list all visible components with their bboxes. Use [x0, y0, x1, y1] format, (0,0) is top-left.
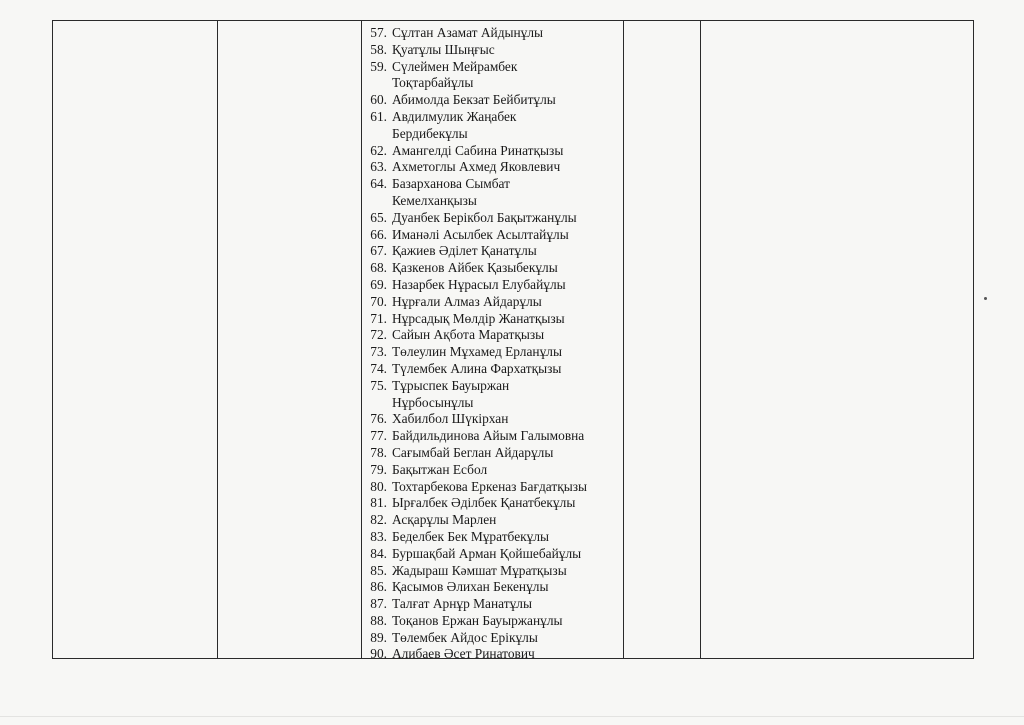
- list-item-name: Асқарұлы Марлен: [392, 512, 497, 528]
- list-item: [365, 361, 627, 378]
- list-item: [365, 462, 627, 479]
- list-item: [365, 445, 627, 462]
- list-item: [365, 512, 627, 529]
- column-divider-2: [361, 21, 362, 658]
- list-item-name: Қасымов Әлихан Бекенұлы: [392, 579, 549, 595]
- list-item-number: 66.: [370, 226, 387, 242]
- list-item: [365, 646, 627, 663]
- list-item: [365, 395, 627, 412]
- list-item-number: 90.: [370, 646, 387, 662]
- list-item: [365, 479, 627, 496]
- list-item: [365, 613, 627, 630]
- list-item-number: 68.: [370, 260, 387, 276]
- list-item-name: Байдильдинова Айым Галымовна: [392, 428, 585, 444]
- list-item-name: Абимолда Бекзат Бейбитұлы: [392, 92, 556, 108]
- list-item-name: Талғат Арнұр Манатұлы: [392, 596, 532, 612]
- list-item-number: 65.: [370, 209, 387, 225]
- table-frame: [52, 20, 974, 662]
- list-item-number: 85.: [370, 562, 387, 578]
- list-item-number: 73.: [370, 344, 387, 360]
- list-item: [365, 529, 627, 546]
- list-item: [365, 143, 627, 160]
- list-item-number: 74.: [370, 360, 387, 376]
- list-item-number: 71.: [370, 310, 387, 326]
- list-item: [365, 294, 627, 311]
- list-item-name: Тұрыспек Бауыржан: [392, 377, 510, 393]
- list-item-name: Төлембек Айдос Ерікұлы: [392, 629, 538, 645]
- list-item-number: 89.: [370, 629, 387, 645]
- list-item: [365, 109, 627, 126]
- list-item: [365, 327, 627, 344]
- list-item-name: Авдилмулик Жаңабек: [392, 108, 517, 124]
- list-item-name: Нұрбосынұлы: [392, 394, 474, 410]
- list-item: [365, 243, 627, 260]
- list-item-name: Қуатұлы Шыңғыс: [392, 41, 495, 57]
- list-item: [365, 25, 627, 42]
- list-item-name: Сайын Ақбота Маратқызы: [392, 327, 545, 343]
- list-item-name: Нұрғали Алмаз Айдарұлы: [392, 293, 542, 309]
- list-item-number: 75.: [370, 377, 387, 393]
- list-item-name: Ырғалбек Әділбек Қанатбекұлы: [392, 495, 576, 511]
- list-item-name: Бердибекұлы: [392, 125, 468, 141]
- list-item-name: Сұлтан Азамат Айдынұлы: [392, 25, 544, 40]
- list-item-number: 67.: [370, 243, 387, 259]
- list-item-number: 82.: [370, 512, 387, 528]
- list-item-number: 79.: [370, 461, 387, 477]
- list-item-name: Хабилбол Шүкірхан: [392, 411, 509, 427]
- list-item-number: 83.: [370, 528, 387, 544]
- list-item-name: Түлембек Алина Фархатқызы: [392, 360, 562, 376]
- list-item: [365, 42, 627, 59]
- list-item: [365, 428, 627, 445]
- list-item-number: 72.: [370, 327, 387, 343]
- list-item-number: 77.: [370, 428, 387, 444]
- list-item: [365, 92, 627, 109]
- list-item-number: 61.: [370, 108, 387, 124]
- list-item-number: 88.: [370, 612, 387, 628]
- list-item-number: [365, 126, 387, 143]
- list-item-name: Амангелді Сабина Ринатқызы: [392, 142, 564, 158]
- list-item-name: Жадыраш Кәмшат Мұратқызы: [392, 562, 567, 578]
- list-item-number: [365, 395, 387, 412]
- list-item-number: 58.: [370, 41, 387, 57]
- list-item: [365, 193, 627, 210]
- list-item-name: Дуанбек Берікбол Бақытжанұлы: [392, 209, 577, 225]
- list-item-name: Беделбек Бек Мұратбекұлы: [392, 528, 550, 544]
- list-item-name: Кемелханқызы: [392, 192, 477, 208]
- list-item-name: Тохтарбекова Еркеназ Бағдатқызы: [392, 478, 587, 494]
- list-item: [365, 59, 627, 76]
- list-item-number: 76.: [370, 411, 387, 427]
- column-divider-4: [700, 21, 701, 658]
- list-item: [365, 596, 627, 613]
- list-item: [365, 411, 627, 428]
- list-item: [365, 159, 627, 176]
- list-item-name: Иманәлі Асылбек Асылтайұлы: [392, 226, 569, 242]
- list-item-name: Бақытжан Есбол: [392, 461, 488, 477]
- list-item: [365, 277, 627, 294]
- list-item: [365, 563, 627, 580]
- list-item-number: 84.: [370, 545, 387, 561]
- scan-edge-line: [0, 716, 1024, 717]
- list-item-number: 86.: [370, 579, 387, 595]
- list-item: [365, 546, 627, 563]
- list-item-name: Сүлеймен Мейрамбек: [392, 58, 518, 74]
- list-item-number: 70.: [370, 293, 387, 309]
- list-item: [365, 495, 627, 512]
- list-item-name: Тоқтарбайұлы: [392, 75, 474, 91]
- list-item-name: Нұрсадық Мөлдір Жанатқызы: [392, 310, 565, 326]
- scan-speck: [984, 297, 987, 300]
- list-item: [365, 260, 627, 277]
- list-item-number: 63.: [370, 159, 387, 175]
- list-item-number: 59.: [370, 58, 387, 74]
- list-item-name: Сағымбай Беглан Айдарұлы: [392, 444, 554, 460]
- column-divider-1: [217, 21, 218, 658]
- list-item-number: 64.: [370, 176, 387, 192]
- list-item-name: Төлеулин Мұхамед Ерланұлы: [392, 344, 562, 360]
- list-item-number: 57.: [370, 25, 387, 40]
- list-item-name: Базарханова Сымбат: [392, 176, 510, 192]
- list-item-name: Назарбек Нұрасыл Елубайұлы: [392, 276, 566, 292]
- list-item-name: Ахметоглы Ахмед Яковлевич: [392, 159, 561, 175]
- list-item-name: Қажиев Әділет Қанатұлы: [392, 243, 537, 259]
- list-item-number: 62.: [370, 142, 387, 158]
- list-item: [365, 126, 627, 143]
- list-item-name: Буршақбай Арман Қойшебайұлы: [392, 545, 582, 561]
- student-name-list: [365, 25, 627, 663]
- list-item: [365, 378, 627, 395]
- list-item: [365, 344, 627, 361]
- list-item-number: 69.: [370, 276, 387, 292]
- list-item-number: 81.: [370, 495, 387, 511]
- list-item: [365, 227, 627, 244]
- list-item-number: 87.: [370, 596, 387, 612]
- list-item-number: 60.: [370, 92, 387, 108]
- list-item-name: Тоқанов Ержан Бауыржанұлы: [392, 612, 563, 628]
- list-item: [365, 579, 627, 596]
- list-item-number: [365, 193, 387, 210]
- list-item-number: 80.: [370, 478, 387, 494]
- list-item-number: [365, 75, 387, 92]
- list-item-name: Қазкенов Айбек Қазыбекұлы: [392, 260, 558, 276]
- list-item: [365, 210, 627, 227]
- list-item: [365, 630, 627, 647]
- list-item: [365, 311, 627, 328]
- list-item: [365, 176, 627, 193]
- list-item: [365, 75, 627, 92]
- list-item-name: Алибаев Әсет Ринатович: [392, 646, 535, 662]
- list-item-number: 78.: [370, 444, 387, 460]
